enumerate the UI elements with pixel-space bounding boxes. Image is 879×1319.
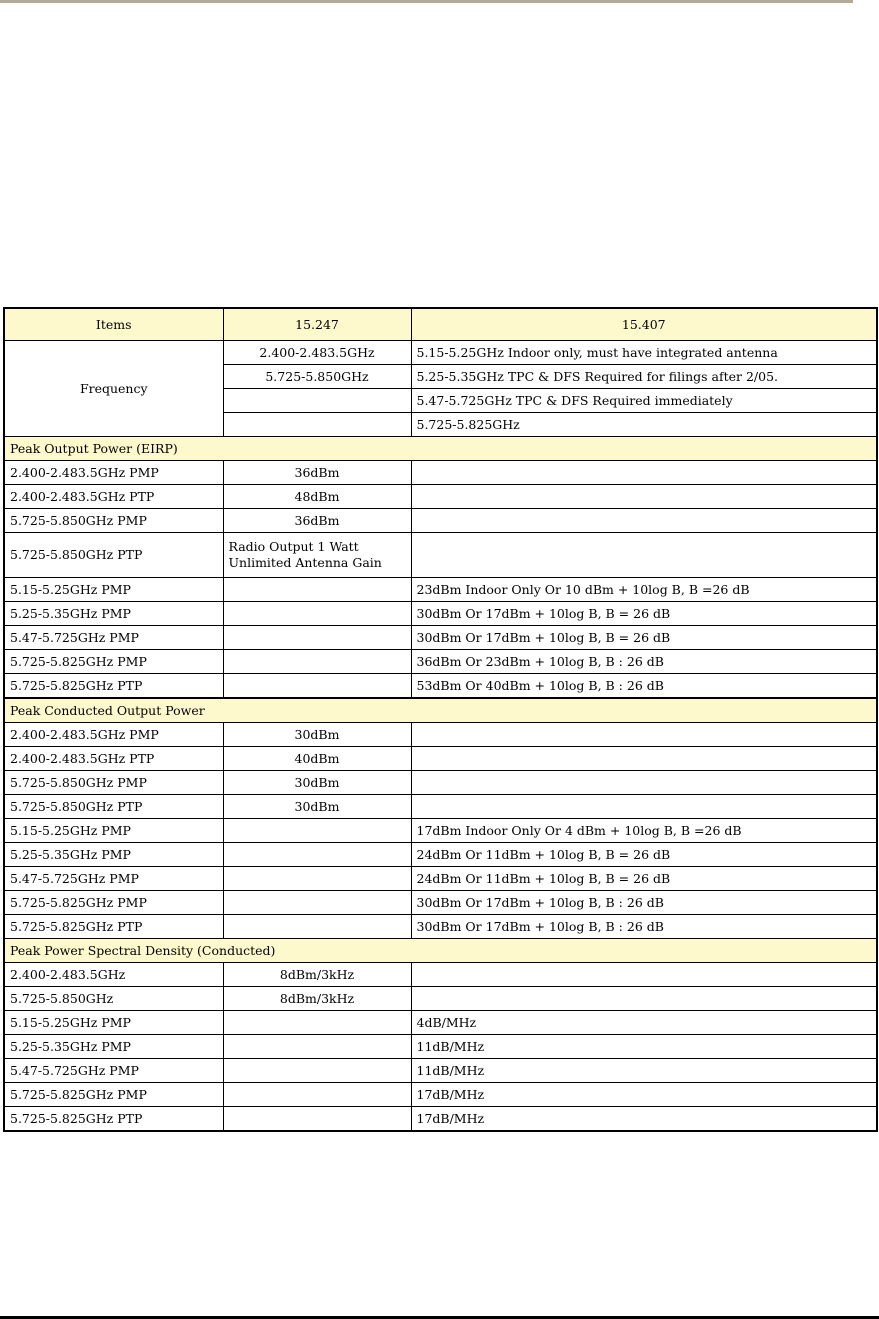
cell-15407 (411, 723, 877, 747)
cell-15407 (411, 485, 877, 509)
section-title: Peak Output Power (EIRP) (4, 437, 877, 461)
cell-15407 (411, 987, 877, 1011)
cell-15407: 17dBm Indoor Only Or 4 dBm + 10log B, B =26 dB (411, 819, 877, 843)
cell-15407: 30dBm Or 17dBm + 10log B, B : 26 dB (411, 915, 877, 939)
section-header-row (4, 698, 877, 723)
table-row (4, 578, 877, 602)
table-row (4, 1083, 877, 1107)
band-cell: 5.725-5.825GHz PTP (4, 1107, 223, 1132)
cell-15247 (223, 533, 411, 578)
cell-15407: 30dBm Or 17dBm + 10log B, B = 26 dB (411, 626, 877, 650)
band-cell: 5.725-5.825GHz PTP (4, 915, 223, 939)
band-cell: 5.47-5.725GHz PMP (4, 867, 223, 891)
cell-15407: 17dB/MHz (411, 1083, 877, 1107)
cell-15247 (223, 1083, 411, 1107)
table-row (4, 891, 877, 915)
antenna-gain-text: Unlimited Antenna Gain (228, 554, 382, 570)
header-row (4, 308, 877, 341)
cell-15247: 5.725-5.850GHz (223, 365, 411, 389)
cell-15407: 5.725-5.825GHz (411, 413, 877, 437)
cell-15407: 11dB/MHz (411, 1059, 877, 1083)
band-cell: 2.400-2.483.5GHz PTP (4, 485, 223, 509)
header-15247: 15.247 (223, 308, 411, 341)
section-title: Peak Power Spectral Density (Conducted) (4, 939, 877, 963)
cell-15407: 30dBm Or 17dBm + 10log B, B = 26 dB (411, 602, 877, 626)
table-row (4, 1035, 877, 1059)
table-row (4, 915, 877, 939)
frequency-label: Frequency (4, 341, 223, 437)
header-15407: 15.407 (411, 308, 877, 341)
cell-15407 (411, 461, 877, 485)
cell-15407: 24dBm Or 11dBm + 10log B, B = 26 dB (411, 867, 877, 891)
cell-15247 (223, 843, 411, 867)
table-row (4, 1011, 877, 1035)
cell-15247: 36dBm (223, 461, 411, 485)
cell-15407: 4dB/MHz (411, 1011, 877, 1035)
table-row (4, 819, 877, 843)
cell-15247 (223, 1107, 411, 1132)
frequency-row (4, 341, 877, 365)
table-row (4, 795, 877, 819)
cell-15407: 30dBm Or 17dBm + 10log B, B : 26 dB (411, 891, 877, 915)
cell-15407 (411, 747, 877, 771)
cell-15247 (223, 674, 411, 699)
cell-15247 (223, 413, 411, 437)
cell-15247 (223, 389, 411, 413)
band-cell: 5.725-5.825GHz PMP (4, 891, 223, 915)
band-cell: 5.25-5.35GHz PMP (4, 1035, 223, 1059)
band-cell: 2.400-2.483.5GHz PMP (4, 461, 223, 485)
cell-15407: 36dBm Or 23dBm + 10log B, B : 26 dB (411, 650, 877, 674)
band-cell: 2.400-2.483.5GHz PMP (4, 723, 223, 747)
cell-15247: 40dBm (223, 747, 411, 771)
cell-15247: 8dBm/3kHz (223, 963, 411, 987)
table-body (4, 308, 877, 1131)
table-row (4, 771, 877, 795)
table-row (4, 626, 877, 650)
section-header-row (4, 939, 877, 963)
cell-15407: 11dB/MHz (411, 1035, 877, 1059)
top-rule (0, 0, 853, 3)
band-cell: 5.725-5.850GHz (4, 987, 223, 1011)
band-cell: 5.15-5.25GHz PMP (4, 578, 223, 602)
cell-15247: 36dBm (223, 509, 411, 533)
cell-15247: 30dBm (223, 771, 411, 795)
band-cell: 5.15-5.25GHz PMP (4, 819, 223, 843)
cell-15247 (223, 819, 411, 843)
cell-15247 (223, 1035, 411, 1059)
band-cell: 5.25-5.35GHz PMP (4, 843, 223, 867)
cell-15407 (411, 533, 877, 578)
cell-15407 (411, 771, 877, 795)
cell-15407: 53dBm Or 40dBm + 10log B, B : 26 dB (411, 674, 877, 699)
cell-15407: 24dBm Or 11dBm + 10log B, B = 26 dB (411, 843, 877, 867)
band-cell: 5.725-5.825GHz PMP (4, 1083, 223, 1107)
band-cell: 5.725-5.850GHz PTP (4, 795, 223, 819)
table-row (4, 1059, 877, 1083)
table-row (4, 485, 877, 509)
table-row (4, 602, 877, 626)
cell-15247 (223, 1059, 411, 1083)
cell-15407: 5.25-5.35GHz TPC & DFS Required for filings after 2/05. (411, 365, 877, 389)
table-row (4, 963, 877, 987)
cell-15407: 5.47-5.725GHz TPC & DFS Required immediately (411, 389, 877, 413)
cell-15247 (223, 891, 411, 915)
band-cell: 5.47-5.725GHz PMP (4, 626, 223, 650)
band-cell: 5.725-5.825GHz PTP (4, 674, 223, 699)
table-row (4, 674, 877, 699)
section-title: Peak Conducted Output Power (4, 698, 877, 723)
cell-15247 (223, 650, 411, 674)
cell-15407 (411, 509, 877, 533)
cell-15407 (411, 963, 877, 987)
cell-15407: 17dB/MHz (411, 1107, 877, 1132)
table-row (4, 1107, 877, 1132)
cell-15247 (223, 578, 411, 602)
band-cell: 2.400-2.483.5GHz PTP (4, 747, 223, 771)
band-cell: 5.725-5.850GHz PMP (4, 771, 223, 795)
table-row (4, 461, 877, 485)
band-cell: 5.725-5.850GHz PMP (4, 509, 223, 533)
fcc-comparison-table (3, 307, 878, 1132)
table-row (4, 509, 877, 533)
cell-15247: 48dBm (223, 485, 411, 509)
table-row (4, 533, 877, 578)
cell-15247 (223, 1011, 411, 1035)
header-items: Items (4, 308, 223, 341)
cell-15247: 30dBm (223, 795, 411, 819)
table-row (4, 987, 877, 1011)
cell-15247 (223, 626, 411, 650)
band-cell: 2.400-2.483.5GHz (4, 963, 223, 987)
cell-15247 (223, 867, 411, 891)
table-row (4, 867, 877, 891)
band-cell: 5.25-5.35GHz PMP (4, 602, 223, 626)
band-cell: 5.725-5.825GHz PMP (4, 650, 223, 674)
cell-15247: 8dBm/3kHz (223, 987, 411, 1011)
cell-15247 (223, 915, 411, 939)
table-row (4, 747, 877, 771)
band-cell: 5.47-5.725GHz PMP (4, 1059, 223, 1083)
band-cell: 5.725-5.850GHz PTP (4, 533, 223, 578)
table-row (4, 843, 877, 867)
cell-15247: 2.400-2.483.5GHz (223, 341, 411, 365)
radio-output-text: Radio Output 1 Watt (228, 538, 359, 554)
table-row (4, 650, 877, 674)
table-row (4, 723, 877, 747)
cell-15407 (411, 795, 877, 819)
cell-15247: 30dBm (223, 723, 411, 747)
cell-15247 (223, 602, 411, 626)
section-header-row (4, 437, 877, 461)
cell-15407: 23dBm Indoor Only Or 10 dBm + 10log B, B =26 dB (411, 578, 877, 602)
band-cell: 5.15-5.25GHz PMP (4, 1011, 223, 1035)
cell-15407: 5.15-5.25GHz Indoor only, must have integrated antenna (411, 341, 877, 365)
